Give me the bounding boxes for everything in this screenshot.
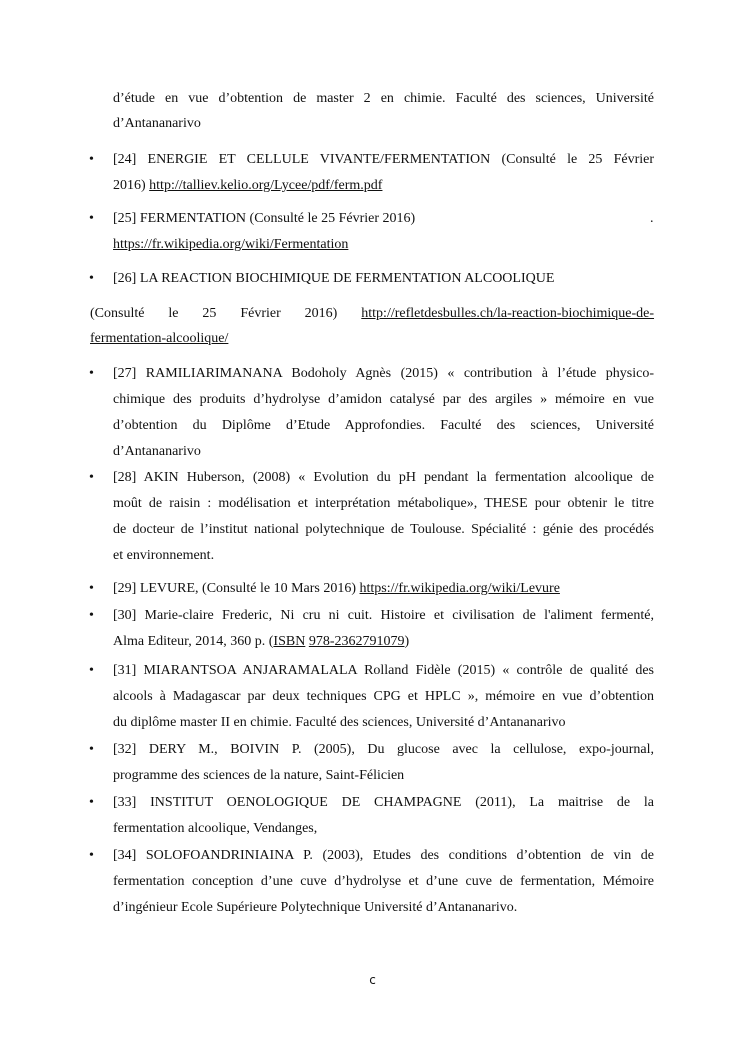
bullet: • — [89, 366, 94, 381]
ref-24-line-2 — [113, 176, 382, 196]
ref-32-line-1: [32] DERY M., BOIVIN P. (2005), Du glucose avec la cellulose, expo-journal, — [113, 742, 654, 757]
ref-30-line-2 — [113, 632, 409, 652]
ref-30-isbn-number-link[interactable]: 978-2362791079 — [308, 634, 405, 649]
bullet: • — [89, 211, 94, 226]
ref-30-line-1: [30] Marie-claire Frederic, Ni cru ni cuit. Histoire et civilisation de l'aliment fermenté, — [113, 608, 654, 623]
bullet: • — [89, 152, 94, 167]
ref-28-line-4: et environnement. — [113, 548, 215, 563]
ref-31-line-3: du diplôme master II en chimie. Faculté des sciences, Université d’Antananarivo — [113, 715, 566, 730]
ref-30-close-paren: ) — [404, 634, 410, 649]
ref-28-line-3: de docteur de l’institut national polytechnique de Toulouse. Spécialité : génie des procédés — [113, 522, 654, 537]
ref-25-link[interactable]: https://fr.wikipedia.org/wiki/Fermentation — [113, 237, 349, 252]
ref-33-line-2: fermentation alcoolique, Vendanges, — [113, 821, 318, 836]
ref-23-line-1: d’étude en vue d’obtention de master 2 en chimie. Faculté des sciences, Université — [113, 91, 654, 106]
ref-26-line-1: [26] LA REACTION BIOCHIMIQUE DE FERMENTATION ALCOOLIQUE — [113, 271, 555, 286]
ref-34-line-3: d’ingénieur Ecole Supérieure Polytechnique Université d’Antananarivo. — [113, 900, 518, 915]
ref-34-line-2: fermentation conception d’une cuve d’hydrolyse et d’une cuve de fermentation, Mémoire — [113, 874, 654, 889]
ref-32-line-2: programme des sciences de la nature, Saint-Félicien — [113, 768, 405, 783]
ref-29-link[interactable]: https://fr.wikipedia.org/wiki/Levure — [359, 581, 560, 596]
ref-24-year: 2016) — [113, 178, 150, 193]
bullet: • — [89, 742, 94, 757]
bullet: • — [89, 848, 94, 863]
ref-30-isbn-link[interactable]: ISBN — [273, 634, 306, 649]
ref-23-line-2: d’Antananarivo — [113, 116, 201, 131]
bullet: • — [89, 581, 94, 596]
ref-30-publisher: Alma Editeur, 2014, 360 p. ( — [113, 634, 274, 649]
bullet: • — [89, 608, 94, 623]
ref-33-line-1: [33] INSTITUT OENOLOGIQUE DE CHAMPAGNE (2011), La maitrise de la — [113, 795, 654, 810]
ref-27-line-2: chimique des produits d’hydrolyse d’amidon catalysé par des argiles » mémoire en vue — [113, 392, 654, 407]
ref-29-text: [29] LEVURE, (Consulté le 10 Mars 2016) — [113, 581, 360, 596]
ref-28-line-2: moût de raisin : modélisation et interprétation métabolique», THESE pour obtenir le titre — [113, 496, 654, 511]
ref-26-consult: (Consulté le 25 Février 2016) — [90, 306, 338, 321]
bullet: • — [89, 795, 94, 810]
ref-26-line-2 — [90, 304, 654, 324]
ref-34-line-1: [34] SOLOFOANDRINIAINA P. (2003), Etudes des conditions d’obtention de vin de — [113, 848, 654, 863]
ref-24-line-1: [24] ENERGIE ET CELLULE VIVANTE/FERMENTATION (Consulté le 25 Février — [113, 152, 654, 167]
ref-27-line-1: [27] RAMILIARIMANANA Bodoholy Agnès (2015) « contribution à l’étude physico- — [113, 366, 654, 381]
ref-26-link-part-1[interactable]: http://refletdesbulles.ch/la-reaction-biochimique-de- — [361, 306, 655, 321]
ref-27-line-4: d’Antananarivo — [113, 444, 201, 459]
ref-28-line-1: [28] AKIN Huberson, (2008) « Evolution du pH pendant la fermentation alcoolique de — [113, 470, 654, 485]
ref-31-line-1: [31] MIARANTSOA ANJARAMALALA Rolland Fidèle (2015) « contrôle de qualité des — [113, 663, 654, 678]
bullet: • — [89, 470, 94, 485]
ref-27-line-3: d’obtention du Diplôme d’Etude Approfondies. Faculté des sciences, Université — [113, 418, 654, 433]
ref-29-line-1 — [113, 579, 560, 599]
ref-26-link-part-2[interactable]: fermentation-alcoolique/ — [90, 331, 229, 346]
ref-25-dot: . — [650, 211, 654, 226]
ref-24-link[interactable]: http://talliev.kelio.org/Lycee/pdf/ferm.pdf — [149, 178, 383, 193]
bullet: • — [89, 663, 94, 678]
bullet: • — [89, 271, 94, 286]
ref-31-line-2: alcools à Madagascar par deux techniques CPG et HPLC », mémoire en vue d’obtention — [113, 689, 654, 704]
ref-25-line-1: [25] FERMENTATION (Consulté le 25 Février 2016) — [113, 211, 416, 226]
page-number: c — [369, 973, 376, 987]
